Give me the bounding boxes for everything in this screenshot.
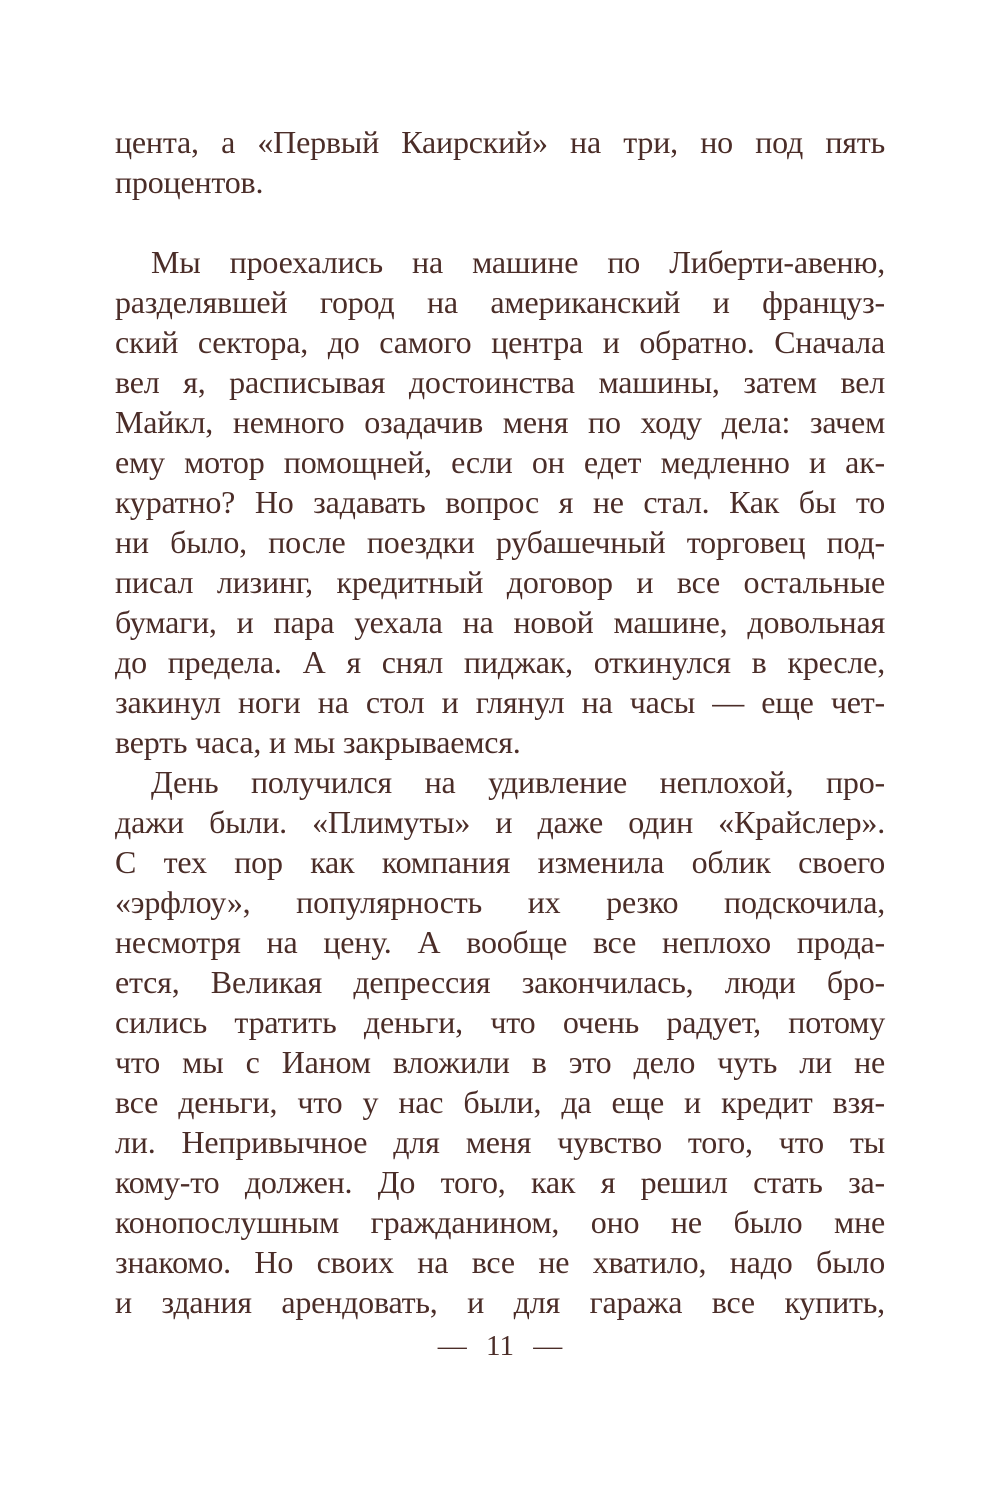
text-line: Майкл, немного озадачив меня по ходу дела: зачем bbox=[115, 404, 885, 440]
text-line: несмотря на цену. А вообще все неплохо прода- bbox=[115, 924, 885, 960]
text-line: до предела. А я снял пиджак, откинулся в кресле, bbox=[115, 644, 885, 680]
text-line: и здания арендовать, и для гаража все купить, bbox=[115, 1284, 885, 1320]
page-number: — 11 — bbox=[437, 1330, 563, 1362]
paragraph bbox=[115, 762, 885, 1322]
text-line: С тех пор как компания изменила облик своего bbox=[115, 844, 885, 880]
text-line: куратно? Но задавать вопрос я не стал. Как бы то bbox=[115, 484, 885, 520]
text-line: Мы проехались на машине по Либерти-авеню, bbox=[151, 244, 885, 280]
text-line: ский сектора, до самого центра и обратно. Сначала bbox=[115, 324, 885, 360]
text-line: ни было, после поездки рубашечный торговец под- bbox=[115, 524, 885, 560]
text-line: бумаги, и пара уехала на новой машине, довольная bbox=[115, 604, 885, 640]
page-footer bbox=[0, 1326, 1000, 1366]
text-line: закинул ноги на стол и глянул на часы — еще чет- bbox=[115, 684, 885, 720]
paragraph bbox=[115, 242, 885, 762]
text-line: День получился на удивление неплохой, про- bbox=[151, 764, 885, 800]
text-line: цента, а «Первый Каирский» на три, но под пять bbox=[115, 124, 885, 160]
text-line: процентов. bbox=[115, 164, 264, 200]
text-line: «эрфлоу», популярность их резко подскочила, bbox=[115, 884, 885, 920]
text-line: ли. Непривычное для меня чувство того, что ты bbox=[115, 1124, 885, 1160]
text-line: разделявшей город на американский и француз- bbox=[115, 284, 885, 320]
text-line: все деньги, что у нас были, да еще и кредит взя- bbox=[115, 1084, 885, 1120]
text-line: кому-то должен. До того, как я решил стать за- bbox=[115, 1164, 885, 1200]
paragraph bbox=[115, 122, 885, 202]
text-line: сились тратить деньги, что очень радует, потому bbox=[115, 1004, 885, 1040]
text-line: верть часа, и мы закрываемся. bbox=[115, 724, 521, 760]
text-line: вел я, расписывая достоинства машины, затем вел bbox=[115, 364, 885, 400]
text-line: ется, Великая депрессия закончилась, люди бро- bbox=[115, 964, 885, 1000]
text-line: писал лизинг, кредитный договор и все остальные bbox=[115, 564, 885, 600]
text-block bbox=[115, 122, 885, 1322]
text-line: дажи были. «Плимуты» и даже один «Крайслер». bbox=[115, 804, 885, 840]
text-line: ему мотор помощней, если он едет медленно и ак- bbox=[115, 444, 885, 480]
text-line: что мы с Ианом вложили в это дело чуть ли не bbox=[115, 1044, 885, 1080]
text-line: конопослушным гражданином, оно не было мне bbox=[115, 1204, 885, 1240]
text-line: знакомо. Но своих на все не хватило, надо было bbox=[115, 1244, 885, 1280]
